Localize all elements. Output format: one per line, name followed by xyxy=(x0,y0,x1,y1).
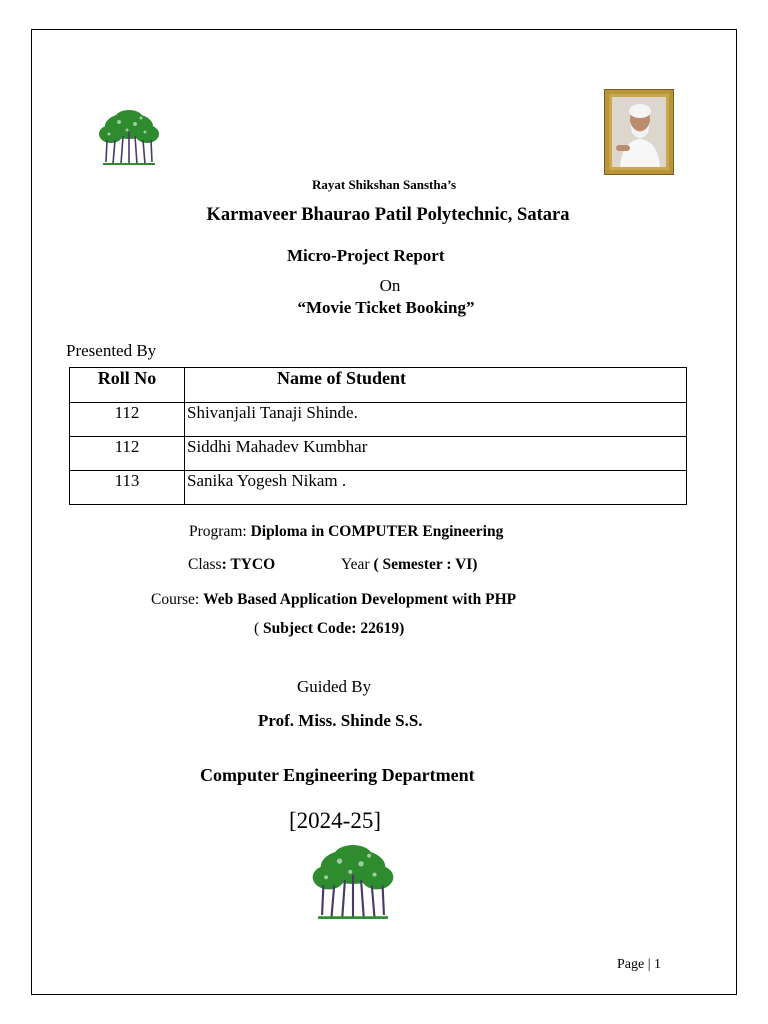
year-value: ( Semester : VI) xyxy=(373,556,478,573)
column-header-name: Name of Student xyxy=(185,368,687,403)
subject-code-line xyxy=(254,620,404,638)
subject-code-value: Subject Code: 22619) xyxy=(263,620,405,637)
course-label: Course: xyxy=(151,591,204,608)
roll-cell: 112 xyxy=(70,437,185,471)
program-line xyxy=(189,523,503,541)
department-name: Computer Engineering Department xyxy=(200,765,475,785)
founder-portrait xyxy=(605,90,673,174)
table-row xyxy=(70,403,687,437)
report-on: On xyxy=(379,276,401,295)
roll-cell: 112 xyxy=(70,403,185,437)
name-cell: Siddhi Mahadev Kumbhar xyxy=(185,437,687,471)
name-cell: Shivanjali Tanaji Shinde. xyxy=(185,403,687,437)
institute-name: Karmaveer Bhaurao Patil Polytechnic, Satara xyxy=(206,205,570,225)
course-value: Web Based Application Development with PHP xyxy=(203,591,517,608)
roll-cell: 113 xyxy=(70,471,185,505)
banyan-tree-logo xyxy=(309,845,397,923)
guided-by-label: Guided By xyxy=(297,677,372,696)
project-title: “Movie Ticket Booking” xyxy=(297,298,475,317)
name-cell: Sanika Yogesh Nikam . xyxy=(185,471,687,505)
program-value: Diploma in COMPUTER Engineering xyxy=(250,523,504,540)
guide-name: Prof. Miss. Shinde S.S. xyxy=(258,711,423,730)
class-label: Class xyxy=(188,556,222,573)
subject-code-open: ( xyxy=(254,620,264,637)
presented-by-label: Presented By xyxy=(66,341,157,360)
class-line xyxy=(188,556,275,574)
report-title: Micro-Project Report xyxy=(287,246,445,265)
students-table xyxy=(69,367,687,505)
course-line xyxy=(151,591,516,609)
program-label: Program: xyxy=(189,523,251,540)
portrait-figure-icon xyxy=(612,97,666,167)
year-label: Year xyxy=(341,556,374,573)
class-value: : TYCO xyxy=(221,556,276,573)
year-line xyxy=(341,556,477,574)
table-header-row xyxy=(70,368,687,403)
academic-year: [2024-25] xyxy=(289,808,381,833)
table-row xyxy=(70,471,687,505)
banyan-tree-logo xyxy=(97,110,161,168)
table-row xyxy=(70,437,687,471)
column-header-roll: Roll No xyxy=(70,368,185,403)
page-number: Page | 1 xyxy=(617,957,662,972)
society-name: Rayat Shikshan Sanstha’s xyxy=(311,177,457,192)
